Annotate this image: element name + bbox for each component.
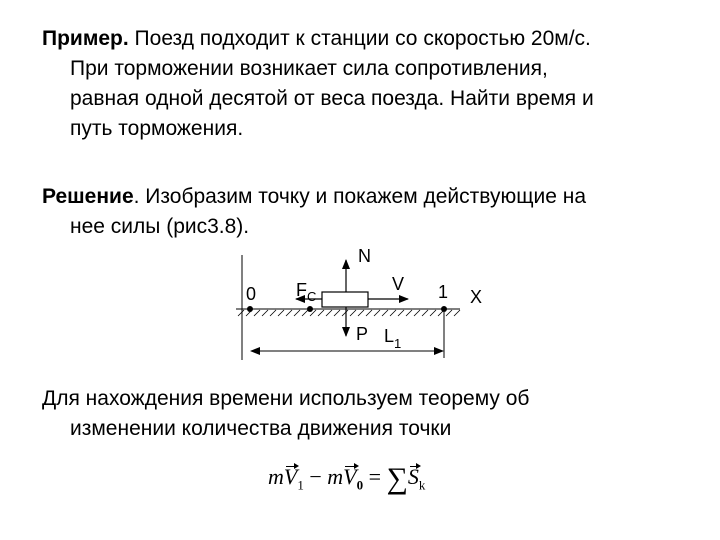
ground-hatching	[238, 310, 460, 316]
friction-application-point	[307, 306, 313, 312]
conclusion-line-1: Для нахождения времени используем теорему об	[42, 387, 530, 410]
point-1-label: 1	[438, 282, 449, 302]
example-line-4: путь торможения.	[70, 117, 244, 140]
equals-sign: =	[363, 464, 387, 489]
summation-sign: ∑	[386, 462, 408, 495]
velocity-vector-1: V	[283, 464, 298, 489]
mass-symbol-1: m	[268, 464, 284, 489]
impulse-vector: S	[407, 464, 419, 489]
friction-force-subscript: C	[307, 289, 317, 304]
weight-label: P	[356, 324, 369, 344]
example-line-3: равная одной десятой от веса поезда. Найти время и	[70, 87, 594, 110]
origin-point	[247, 306, 253, 312]
axis-x-label: X	[470, 287, 483, 307]
origin-label: 0	[246, 284, 257, 304]
velocity-1-subscript: 1	[297, 477, 304, 493]
example-line-2: При торможении возникает сила сопротивления,	[70, 57, 548, 80]
velocity-vector-0: V	[343, 464, 357, 489]
train-body	[322, 292, 368, 307]
example-text-1: Поезд подходит к станции со скоростью 20м/с.	[128, 27, 591, 50]
solution-text-1: . Изобразим точку и покажем действующие на	[133, 185, 587, 208]
friction-force-label	[296, 280, 316, 304]
friction-force-symbol: F	[296, 280, 307, 300]
velocity-label: V	[392, 274, 405, 294]
conclusion-line-2: изменении количества движения точки	[70, 417, 452, 440]
distance-symbol: L	[384, 326, 395, 346]
momentum-theorem-formula	[268, 462, 425, 496]
point-1	[441, 306, 447, 312]
normal-force-label: N	[358, 246, 371, 266]
conclusion-paragraph	[42, 384, 702, 444]
distance-subscript: 1	[394, 336, 402, 351]
minus-sign: −	[303, 464, 328, 489]
solution-label: Решение	[42, 185, 134, 208]
mass-symbol-0: m	[327, 464, 344, 489]
impulse-subscript: k	[418, 477, 426, 493]
distance-label	[384, 326, 401, 351]
solution-line-2: нее силы (рис3.8).	[70, 215, 250, 238]
velocity-0-subscript: 0	[356, 477, 364, 493]
example-label: Пример.	[42, 27, 129, 50]
